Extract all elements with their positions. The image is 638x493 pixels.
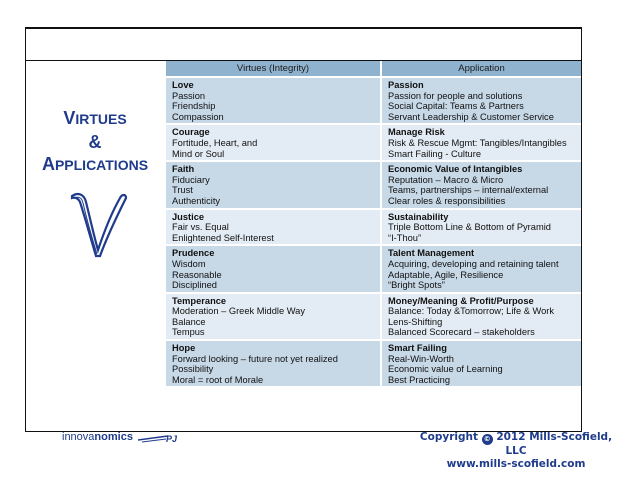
cell-line: Possibility	[172, 364, 214, 375]
cell-heading: Faith	[172, 164, 195, 175]
website-link[interactable]: www.mills-scofield.com	[446, 458, 586, 470]
virtues-table	[166, 61, 581, 386]
cell-heading: Hope	[172, 343, 196, 354]
cell-line: Adaptable, Agile, Resilience	[388, 269, 504, 280]
table-body	[166, 76, 581, 386]
cell-line: Real-Win-Worth	[388, 353, 454, 364]
copyright-block	[410, 431, 622, 471]
cell-heading: Money/Meaning & Profit/Purpose	[388, 295, 534, 306]
application-cell	[382, 78, 581, 123]
cell-line: Balance	[172, 316, 206, 327]
virtue-cell	[166, 341, 382, 386]
cell-line: Smart Failing - Culture	[388, 148, 481, 159]
innovanomics-logo: innovanomics	[62, 431, 133, 443]
application-cell	[382, 210, 581, 245]
pj-logo-icon	[138, 431, 182, 445]
table-row	[166, 208, 581, 245]
virtue-cell	[166, 294, 382, 339]
table-row	[166, 160, 581, 207]
copyright-icon: ©	[483, 435, 491, 443]
title-ampersand: &	[88, 132, 102, 152]
cell-line: Risk & Rescue Mgmt: Tangibles/Intangibles	[388, 137, 567, 148]
cell-line: Moderation – Greek Middle Way	[172, 306, 305, 317]
cell-heading: Passion	[388, 80, 424, 90]
column-header-application: Application	[382, 61, 581, 76]
cell-heading: Talent Management	[388, 248, 475, 259]
cell-line: Triple Bottom Line & Bottom of Pyramid	[388, 222, 551, 233]
virtue-cell	[166, 246, 382, 291]
cell-heading: Economic Value of Intangibles	[388, 164, 523, 175]
cell-line: Best Practicing	[388, 374, 451, 385]
cell-heading: Manage Risk	[388, 127, 445, 138]
virtue-cell	[166, 210, 382, 245]
cell-line: Fortitude, Heart, and	[172, 137, 258, 148]
cell-heading: Temperance	[172, 295, 227, 306]
cell-line: Fiduciary	[172, 174, 210, 185]
column-header-virtues: Virtues (Integrity)	[166, 61, 382, 76]
cell-line: Friendship	[172, 101, 216, 112]
cell-line: Teams, partnerships – internal/external	[388, 185, 549, 196]
cell-line: Moral = root of Morale	[172, 374, 264, 385]
cell-line: “I-Thou”	[388, 232, 422, 243]
table-row	[166, 339, 581, 386]
cell-line: Trust	[172, 185, 193, 196]
cell-heading: Sustainability	[388, 211, 449, 222]
pj-logo-text: PJ	[166, 434, 178, 444]
cell-line: Tempus	[172, 327, 205, 338]
cell-line: Acquiring, developing and retaining talent	[388, 258, 559, 269]
cell-line: Balance: Today &Tomorrow; Life & Work	[388, 306, 555, 317]
cell-line: Enlightened Self-Interest	[172, 232, 274, 243]
cell-line: Forward looking – future not yet realized	[172, 353, 338, 364]
script-v-icon	[68, 188, 128, 260]
cell-heading: Prudence	[172, 248, 215, 259]
cell-line: Servant Leadership & Customer Service	[388, 111, 554, 122]
table-row	[166, 123, 581, 160]
cell-heading: Courage	[172, 127, 210, 138]
cell-line: Social Capital: Teams & Partners	[388, 101, 524, 112]
application-cell	[382, 125, 581, 160]
title-line-virtues: VIRTUES	[63, 108, 127, 128]
cell-line: Passion for people and solutions	[388, 90, 523, 101]
table-header	[166, 61, 581, 76]
cell-line: Reasonable	[172, 269, 222, 280]
cell-heading: Smart Failing	[388, 343, 447, 354]
virtue-cell	[166, 125, 382, 160]
cell-line: Fair vs. Equal	[172, 222, 229, 233]
table-row	[166, 244, 581, 291]
cell-heading: Justice	[172, 211, 205, 222]
cell-line: Compassion	[172, 111, 224, 122]
title-line-applications: APPLICATIONS	[41, 154, 149, 174]
cell-line: Mind or Soul	[172, 148, 225, 159]
top-rule	[25, 27, 582, 29]
cell-heading: Love	[172, 80, 194, 90]
cell-line: Authenticity	[172, 195, 221, 206]
table-row	[166, 292, 581, 339]
virtue-cell	[166, 162, 382, 207]
cell-line: Economic value of Learning	[388, 364, 503, 375]
virtue-cell	[166, 78, 382, 123]
cell-line: Balanced Scorecard – stakeholders	[388, 327, 535, 338]
cell-line: Clear roles & responsibilities	[388, 195, 506, 206]
application-cell	[382, 341, 581, 386]
table-row	[166, 76, 581, 123]
application-cell	[382, 294, 581, 339]
cell-line: “Bright Spots”	[388, 280, 445, 291]
cell-line: Reputation – Macro & Micro	[388, 174, 504, 185]
slide-title	[28, 107, 162, 177]
application-cell	[382, 246, 581, 291]
cell-line: Wisdom	[172, 258, 206, 269]
cell-line: Passion	[172, 90, 206, 101]
cell-line: Lens-Shifting	[388, 316, 443, 327]
cell-line: Disciplined	[172, 280, 217, 291]
copyright-line: Copyright © 2012 Mills-Scofield, LLC	[419, 431, 613, 457]
application-cell	[382, 162, 581, 207]
